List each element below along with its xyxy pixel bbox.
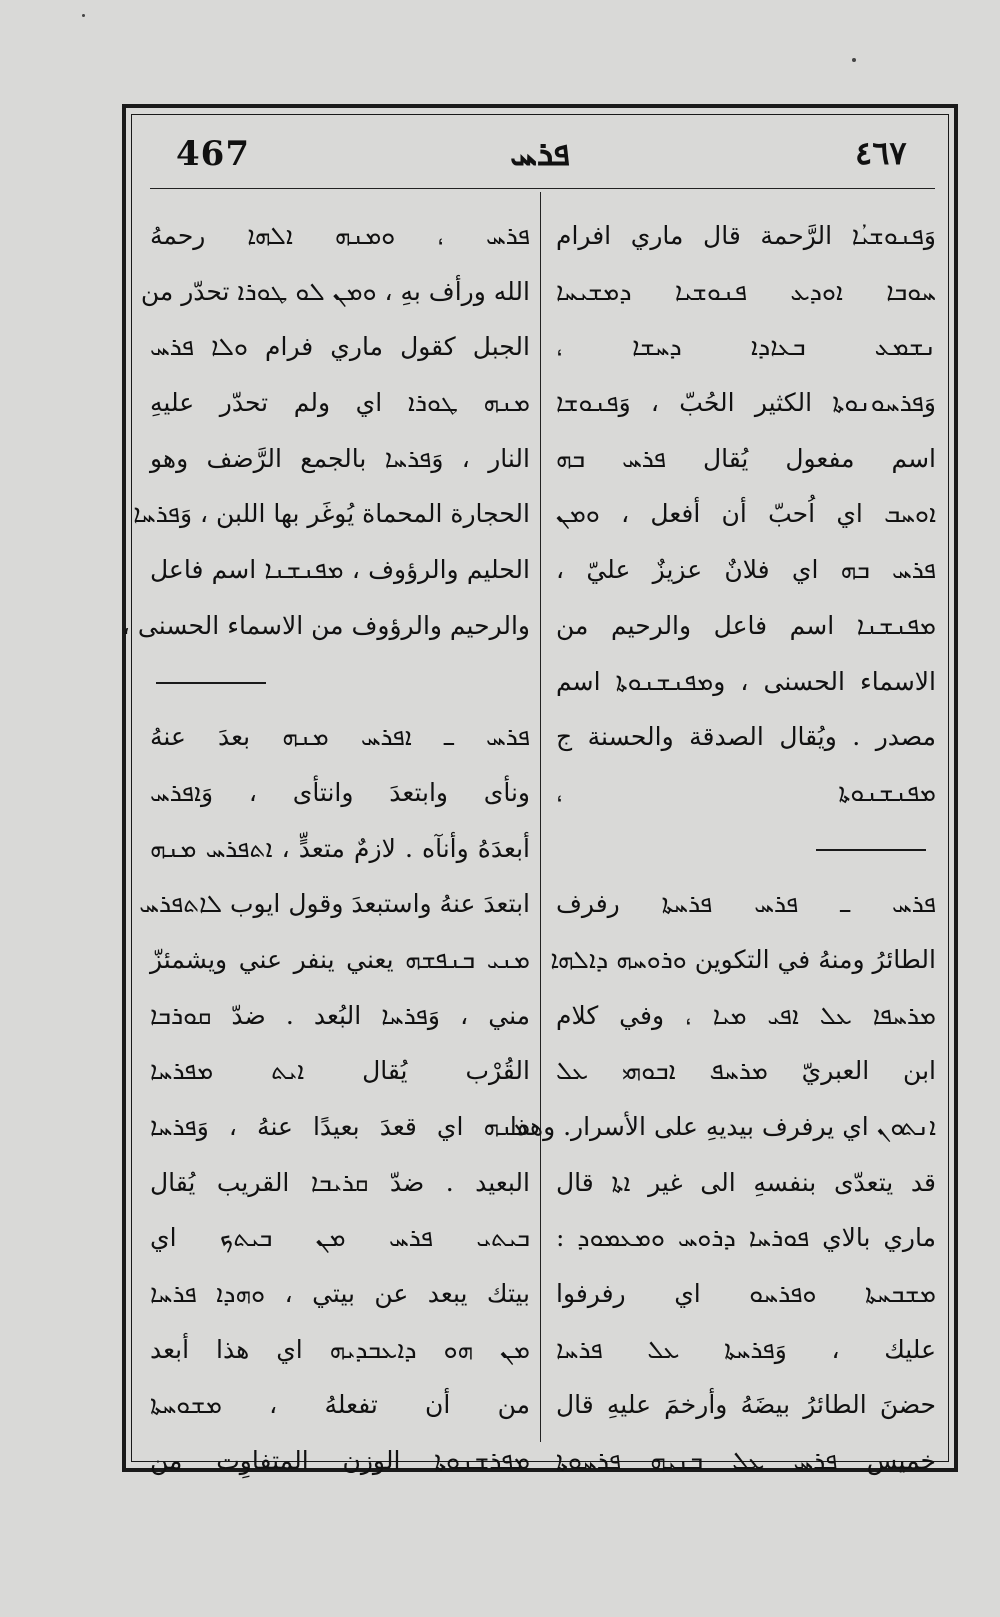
text-line: والرحيم والرؤوف من الاسماء الحسنى ، bbox=[121, 610, 530, 640]
text-line: ܦܪܚ ـ ܐܦܪܚ ܡܢܗ بعدَ عنهُ bbox=[150, 722, 530, 752]
page-number-latin: 467 bbox=[176, 134, 250, 174]
text-line: ܦܪܚ ـ ܦܪܚ ܦܪܚܬܐ رفرف bbox=[556, 889, 936, 919]
left-column bbox=[121, 208, 530, 1489]
text-line: ܒܝܬܝ ܦܪܚ ܡܢ ܒܝܬܟ اي bbox=[150, 1223, 530, 1253]
text-line: الاسماء الحسنى ، وܡܦܢܫܢܘܬܐ اسم bbox=[556, 666, 936, 696]
text-line: ܡܢ ܗܘ ܕܐܥܒܕܝܗ اي هذا أبعد bbox=[150, 1334, 530, 1364]
text-line: اسم مفعول يُقال ܦܪܚ ܒܗ bbox=[556, 443, 936, 473]
text-line: قد يتعدّى بنفسهِ الى غير ܐܬܐ قال bbox=[556, 1167, 936, 1197]
text-line: ابتعدَ عنهُ واستبعدَ وقول ايوب ܠܐܬܦܪܚ bbox=[139, 889, 530, 919]
text-line: مني ، وَܦܪܚܐ البُعد . ضدّ ܩܘܪܒܐ bbox=[150, 1000, 530, 1030]
text-line: خميس ܦܪܚ ܥܠ ܒܢܝܗ ܦܪܚܘܬܐ bbox=[556, 1446, 936, 1476]
text-line: ܦܪܚ ، ܘܡܢܗ ܐܠܗܐ رحمهُ bbox=[150, 221, 530, 250]
entry-separator bbox=[556, 821, 936, 877]
text-line: وَܦܪܚܘܢܘܬܐ الكثير الحُبّ ، وَܦܢܘܫܐ bbox=[556, 388, 936, 418]
text-line: النار ، وَܦܪܚܐ بالجمع الرَّضف وهو bbox=[150, 443, 530, 473]
right-column bbox=[509, 208, 936, 1489]
text-line: ܡܪܚܦܐ ܥܠ ܐܦܝ ܡܝܐ ، وفي كلام bbox=[556, 1000, 936, 1030]
text-line: ܚܘܒܐ ܐܘܕܥ ܦܢܘܫܝܐ ܕܡܫܝܚܐ bbox=[556, 276, 936, 306]
paper-speck bbox=[82, 14, 85, 17]
text-line: ܢܫܡܥ ܒܥܐܕܐ ܕܚܫܐ ، bbox=[556, 332, 936, 362]
text-line: ܡܫܒܚܬܐ ܘܦܪܚܘ اي رفرفوا bbox=[556, 1279, 936, 1309]
text-line: عليك ، وَܦܪܚܬܐ ܥܠ ܦܪܚܐ bbox=[556, 1334, 936, 1364]
text-line: الحليم والرؤوف ، ܡܦܢܫܢܐ اسم فاعل bbox=[150, 555, 530, 585]
text-line: من أن تفعلهُ ، ܡܫܘܚܬܐ bbox=[150, 1390, 530, 1420]
text-line: وَܦܢܘܫܝܳܐ الرَّحمة قال ماري افرام bbox=[556, 221, 936, 250]
text-line: ܐܘܚܒ اي اُحبّ أن أفعل ، ܘܡܢ bbox=[556, 499, 936, 529]
text-line: ܡܢܗ اي قعدَ بعيدًا عنهُ ، وَܦܪܚܐ bbox=[150, 1112, 530, 1141]
text-line: القُرْب يُقال ܐܝܬ ܡܦܪܚܐ bbox=[150, 1056, 530, 1086]
text-line: حضنَ الطائرُ بيضَهُ وأرخمَ عليهِ قال bbox=[556, 1390, 936, 1420]
text-line: ܡܦܪܫܢܘܬܐ الوزن المتفاوِت من bbox=[150, 1446, 530, 1476]
text-line: الله ورأف بهِ ، ܘܡܢ ܠܘ ܛܘܪܐ تحدّر من bbox=[140, 276, 530, 306]
text-line: ماري بالاي ܦܘܪܚܐ ܕܪܘܚ ܘܡܥܡܘܕ : bbox=[556, 1223, 936, 1253]
text-line: أبعدَهُ وأنآه . لازمٌ متعدٍّ ، ܐܬܦܪܚ ܡܢܗ bbox=[150, 833, 530, 863]
text-line: ܡܢܗ ܛܘܪܐ اي ولم تحدّر عليهِ bbox=[150, 388, 530, 418]
running-head: ܦܪܚ bbox=[510, 134, 570, 174]
text-line: الجبل كقول ماري فرام ܘܠܐ ܦܪܚ bbox=[150, 332, 530, 362]
entry-separator bbox=[150, 654, 530, 710]
text-line: ܡܦܢܫܢܘܬܐ ، bbox=[556, 777, 936, 807]
page-number-arabic: ٤٦٧ bbox=[855, 134, 907, 172]
text-line: الطائرُ ومنهُ في التكوين ܘܪܘܚܗ ܕܐܠܗܐ bbox=[550, 944, 936, 974]
text-line: ܡܢܝ ܒܢܦܫܗ يعني ينفر عني ويشمئزّ bbox=[150, 944, 530, 974]
header-rule bbox=[150, 188, 935, 189]
text-line: ܦܪܚ ܒܗ اي فلانٌ عزيزٌ عليّ ، bbox=[556, 555, 936, 585]
text-line: ܐܢܬܘܢ اي يرفرف بيديهِ على الأسرار. وهذا bbox=[509, 1112, 936, 1141]
text-line: مصدر . ويُقال الصدقة والحسنة ج bbox=[556, 722, 936, 752]
text-line: ابن العبريّ ܡܪܚܦ ܐܒܘܗܝ ܥܠ bbox=[556, 1056, 936, 1086]
text-line: الحجارة المحماة يُوغَر بها اللبن ، وَܦܪܚܐ bbox=[133, 499, 530, 529]
paper-speck bbox=[852, 58, 856, 62]
text-line: ونأى وابتعدَ وانتأى ، وَܐܦܪܚ bbox=[150, 777, 530, 807]
text-line: البعيد . ضدّ ܩܪܝܒܐ القريب يُقال bbox=[150, 1167, 530, 1197]
text-line: ܡܦܢܫܢܐ اسم فاعل والرحيم من bbox=[556, 610, 936, 640]
text-line: بيتك يبعد عن بيتي ، ܘܗܕܐ ܦܪܚܐ bbox=[150, 1279, 530, 1309]
column-divider bbox=[540, 192, 541, 1442]
